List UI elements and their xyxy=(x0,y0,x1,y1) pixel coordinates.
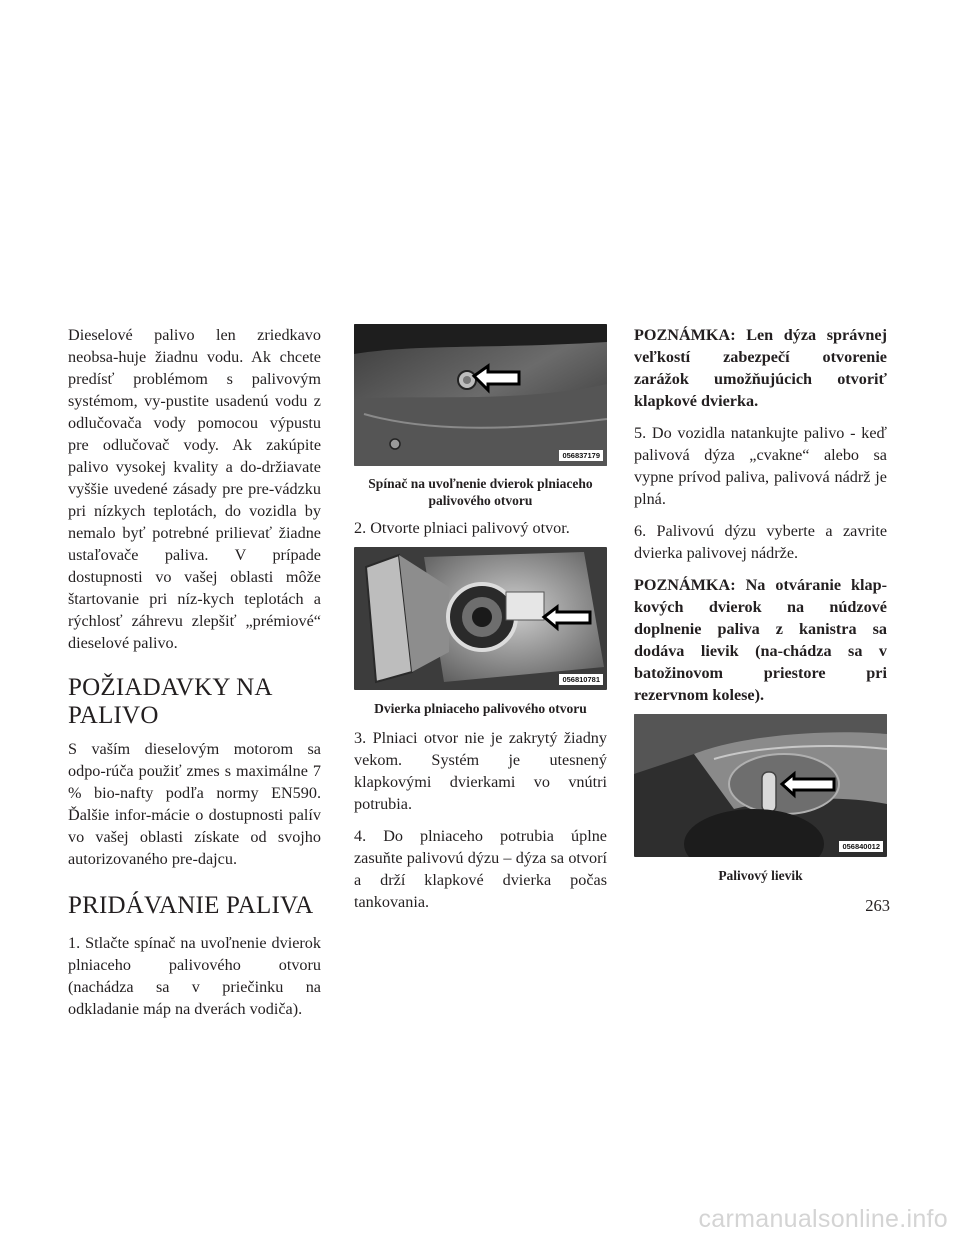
fuel-door-release-switch-photo xyxy=(354,324,607,466)
fuel-filler-door-photo xyxy=(354,547,607,690)
step-6-paragraph: 6. Palivovú dýzu vyberte a zavrite dvierka palivovej nádrže. xyxy=(634,522,887,562)
figure-1-code: 056837179 xyxy=(559,450,603,461)
figure-3-caption: Palivový lievik xyxy=(718,868,803,883)
page-number: 263 xyxy=(865,896,890,915)
figure-1-caption xyxy=(354,475,607,509)
fuel-filler-illustration xyxy=(354,547,607,690)
figure-2-code: 056810781 xyxy=(559,674,603,685)
fuel-funnel-photo xyxy=(634,714,887,857)
heading-fuel-requirements-line2: PALIVO xyxy=(68,702,159,729)
column-2 xyxy=(354,324,607,913)
figure-2-caption: Dvierka plniaceho palivového otvoru xyxy=(374,701,587,716)
step-5-paragraph: 5. Do vozidla natankujte palivo - keď palivová dýza „cvakne“ alebo sa vypne prívod paliva, palivová nádrž je plná. xyxy=(634,424,887,508)
column-1 xyxy=(68,324,321,1020)
step-2-paragraph: 2. Otvorte plniaci palivový otvor. xyxy=(354,519,570,537)
door-panel-illustration xyxy=(354,324,607,466)
heading-fuel-requirements-line1: POŽIADAVKY NA xyxy=(68,674,273,701)
cargo-area-illustration xyxy=(634,714,887,857)
step-3-paragraph: 3. Plniaci otvor nie je zakrytý žiadny vekom. Systém je utesnený klapkovými dvierkami vo vnútri potrubia. xyxy=(354,729,607,813)
heading-adding-fuel: PRIDÁVANIE PALIVA xyxy=(68,892,314,919)
fuel-requirements-paragraph: S vaším dieselovým motorom sa odpo-rúča použiť zmes s maximálne 7 % bio-nafty podľa normy EN590. Ďalšie infor-mácie o dostupnosti palív vo vašej oblasti získate od svojho autorizovaného pre-dajcu. xyxy=(68,740,321,868)
watermark: carmanualsonline.info xyxy=(698,1205,948,1233)
note-2: POZNÁMKA: Na otváranie klap-kových dvierok na núdzové doplnenie paliva z kanistra sa dodáva lievik (na-chádza sa v batožinovom priestore pri rezervnom kolese). xyxy=(634,576,887,704)
step-4-paragraph: 4. Do plniaceho potrubia úplne zasuňte palivovú dýzu – dýza sa otvorí a drží klapkové dvierka počas tankovania. xyxy=(354,827,607,911)
step-1-paragraph: 1. Stlačte spínač na uvoľnenie dvierok plniaceho palivového otvoru (nachádza sa v priečinku na odkladanie máp na dverách vodiča). xyxy=(68,934,321,1018)
intro-paragraph: Dieselové palivo len zriedkavo neobsa-huje žiadnu vodu. Ak chcete predísť problémom s palivovým systémom, vy-pustite usadenú vodu z odlučovača vody pomocou výpustu pre odlučovač vody. Ak zakúpite palivo vysokej kvality a do-držiavate vyššie uvedené zásady pre pre-vádzku pri nízkych teplotách, do vozidla by nemalo byť potrebné prilievať žiadne ustaľovače paliva. V prípade dostupnosti vo vašej oblasti môže štartovanie pri níz-kych teplotách a rýchlosť záhrevu zlepšiť „prémiové“ dieselové palivo. xyxy=(68,326,321,652)
column-3 xyxy=(634,324,887,884)
figure-3-code: 056840012 xyxy=(839,841,883,852)
note-1: POZNÁMKA: Len dýza správnej veľkostí zabezpečí otvorenie zarážok umožňujúcich otvoriť klapkové dvierka. xyxy=(634,326,887,410)
figure-1-caption-line1: Spínač na uvoľnenie dvierok plniaceho xyxy=(368,476,593,491)
figure-1-caption-line2: palivového otvoru xyxy=(428,493,533,508)
heading-fuel-requirements xyxy=(68,674,321,730)
